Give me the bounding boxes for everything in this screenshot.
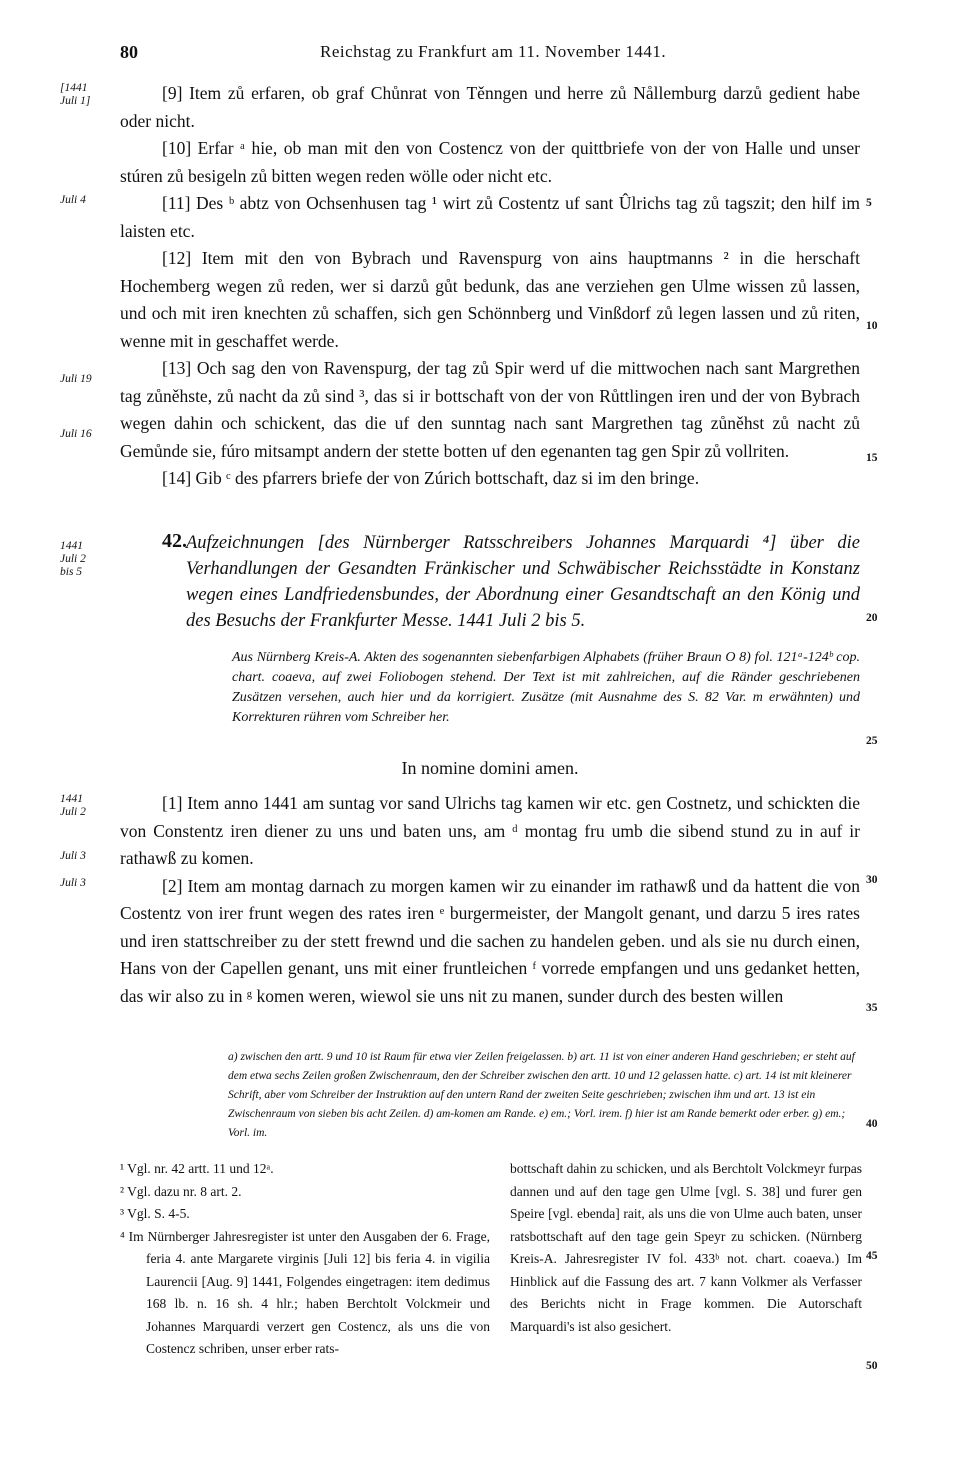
source-description [232, 648, 860, 728]
line-number-45: 45 [866, 1250, 878, 1262]
margin-note-juli-3a: Juli 3 [60, 850, 86, 862]
line-number-10: 10 [866, 320, 878, 332]
line-number-5: 5 [866, 197, 872, 209]
article-10: [10] Erfar ᵃ hie, ob man mit den von Costencz von der quittbriefe von der von Halle und unser stúren zů besigeln zů bitten wegen reden wölle oder nicht etc. [120, 138, 860, 186]
footnote-2: ² Vgl. dazu nr. 8 art. 2. [120, 1183, 242, 1199]
page-number: 80 [120, 42, 138, 62]
running-head: Reichstag zu Frankfurt am 11. November 1441. [320, 42, 667, 61]
article-13: [13] Och sag den von Ravenspurg, der tag zů Spir werd uf die mittwochen nach sant Margrethen tag zůněhste, zů nacht da zů sind ³, das si ir bottschaft von der von Růttlingen iren und der von Bybrach wegen dahin och schickent, das die uf den sunntag nach sant Margrethen tag zůněhst zů nacht zů Gemůnde sie, fúro mitsampt andern der stette botten uf den egenanten tag gen Spir zů vollriten. [120, 358, 860, 461]
article-11: [11] Des ᵇ abtz von Ochsenhusen tag ¹ wirt zů Costentz uf sant Ûlrichs tag zů tagszit; den hilf im laisten etc. [120, 193, 860, 241]
margin-note-juli-4: Juli 4 [60, 194, 86, 206]
source-text: Aus Nürnberg Kreis-A. Akten des sogenannten siebenfarbigen Alphabets (früher Braun O 8) fol. 121ᵃ-124ᵇ cop. chart. coaeva, auf zwei Foliobogen stehend. Der Text ist mit zahlreichen, auf die Ränder geschriebenen Zusätzen versehen, auch hier und da korrigiert. Zusätze (mit Ausnahme des S. 82 Var. m erwähnten) und Korrekturen rühren vom Schreiber her. [232, 650, 860, 725]
line-number-20: 20 [866, 612, 878, 624]
footnote-1: ¹ Vgl. nr. 42 artt. 11 und 12ᵃ. [120, 1161, 274, 1176]
margin-note-1441-juli-1: [1441 Juli 1] [60, 82, 91, 107]
margin-note-doc42-dates: 1441 Juli 2 bis 5 [60, 540, 86, 578]
instruction-articles [120, 80, 860, 493]
critical-apparatus [228, 1048, 864, 1143]
article-12: [12] Item mit den von Bybrach und Ravenspurg von ains hauptmanns ² in die herschaft Hochemberg wegen zů reden, wer si darzů gůt bedunk, das ane verziehen gen Ulme wissen zů lassen, und och mit iren knechten zů schaffen, sich gen Schönnberg und Vinßdorf zů legen lassen und zů riten, wenne mit in geschaffet werde. [120, 248, 860, 351]
document-42-body [120, 790, 860, 1010]
margin-note-juli-19: Juli 19 [60, 373, 92, 385]
line-number-25: 25 [866, 735, 878, 747]
line-number-40: 40 [866, 1118, 878, 1130]
document-number: 42. [162, 530, 187, 552]
article-9: [9] Item zů erfaren, ob graf Chůnrat von Těnngen und herre zů Nållemburg darzů gedient habe oder nicht. [120, 83, 860, 131]
document-42-heading [120, 530, 860, 634]
footnote-4: ⁴ Im Nürnberger Jahresregister ist unter den Ausgaben der 6. Frage, feria 4. ante Margarete virginis [Juli 12] bis feria 4. in vigilia Laurencii [Aug. 9] 1441, Folgendes eingetragen: item dedimus 168 lb. n. 16 sh. 4 hlr.; haben Berchtolt Volckmeir und Johannes Marquardi verzert gen Costencz, als uns die von Costencz schriben, unser erber rats- [120, 1228, 490, 1356]
margin-note-juli-16: Juli 16 [60, 428, 92, 440]
margin-note-juli-2: 1441 Juli 2 [60, 793, 86, 818]
footnote-3: ³ Vgl. S. 4-5. [120, 1206, 190, 1221]
apparatus-text: a) zwischen den artt. 9 und 10 ist Raum für etwa vier Zeilen freigelassen. b) art. 11 ist von einer anderen Hand geschrieben; er steht auf dem etwa sechs Zeilen großen Zwischenraum, den der Schreiber zwischen den artt. 10 und 12 gelassen hatte. c) art. 14 ist mit kleinerer Schrift, aber vom Schreiber der Instruktion auf den untern Rand der zweiten Seite geschrieben; zwischen ihm und art. 13 ist ein Zwischenraum von sieben bis acht Zeilen. d) am-komen am Rande. e) em.; Vorl. irem. f) hier ist am Rande bemerkt oder erber. g) em.; Vorl. im. [228, 1051, 855, 1139]
footnotes-right-column [510, 1158, 862, 1338]
invocation: In nomine domini amen. [401, 758, 579, 778]
footnote-4-continuation: bottschaft dahin zu schicken, und als Berchtolt Volckmeyr furpas dannen und auf den tage gen Ulme [vgl. S. 38] und furer gen Speire [vgl. ebenda] rait, als uns die von Ulme auch baten, unser ratsbottschaft auf den tage gein Speyr zu schicken. (Nürnberg Kreis-A. Jahresregister IV fol. 433ᵇ not. chart. coaeva.) Im Hinblick auf die Fassung des art. 7 kann Volkmer als Verfasser des Berichts nicht in Frage kommen. Die Autorschaft Marquardi's ist also gesichert. [510, 1161, 862, 1334]
page-header [120, 42, 880, 66]
document-title: Aufzeichnungen [des Nürnberger Ratsschreibers Johannes Marquardi ⁴] über die Verhandlungen der Gesandten Fränkischer und Schwäbischer Reichsstädte in Konstanz wegen eines Landfriedensbundes, der Abordnung einer Gesandtschaft an den König und des Besuchs der Frankfurter Messe. 1441 Juli 2 bis 5. [186, 533, 860, 631]
line-number-35: 35 [866, 1002, 878, 1014]
margin-note-juli-3b: Juli 3 [60, 877, 86, 889]
article-14: [14] Gib ᶜ des pfarrers briefe der von Zúrich bottschaft, daz si im den bringe. [162, 468, 700, 488]
line-number-30: 30 [866, 874, 878, 886]
line-number-15: 15 [866, 452, 878, 464]
doc42-article-1: [1] Item anno 1441 am suntag vor sand Ulrichs tag kamen wir etc. gen Costnetz, und schickten die von Constentz iren diener zu uns und baten uns, am ᵈ montag fru umb die sibend stund zu in auf ir rathawß zu komen. [120, 793, 860, 868]
footnotes-left-column [120, 1158, 490, 1361]
doc42-article-2: [2] Item am montag darnach zu morgen kamen wir zu einander im rathawß und da hattent die von Costentz von irer frunt wegen des rates iren ᵉ burgermeister, der Mangolt genant, und darzu 5 ires rates und iren stattschreiber zu der stett frewnd und die sachen zu handelen geben. und als sie nu durch einen, Hans von der Capellen genant, uns mit einer fruntleichen ᶠ vorrede empfangen und uns gedanket hetten, das wir also zu in ᵍ komen weren, wiewol sie uns nit zu manen, sunder durch des besten willen [120, 875, 860, 1006]
line-number-50: 50 [866, 1360, 878, 1372]
